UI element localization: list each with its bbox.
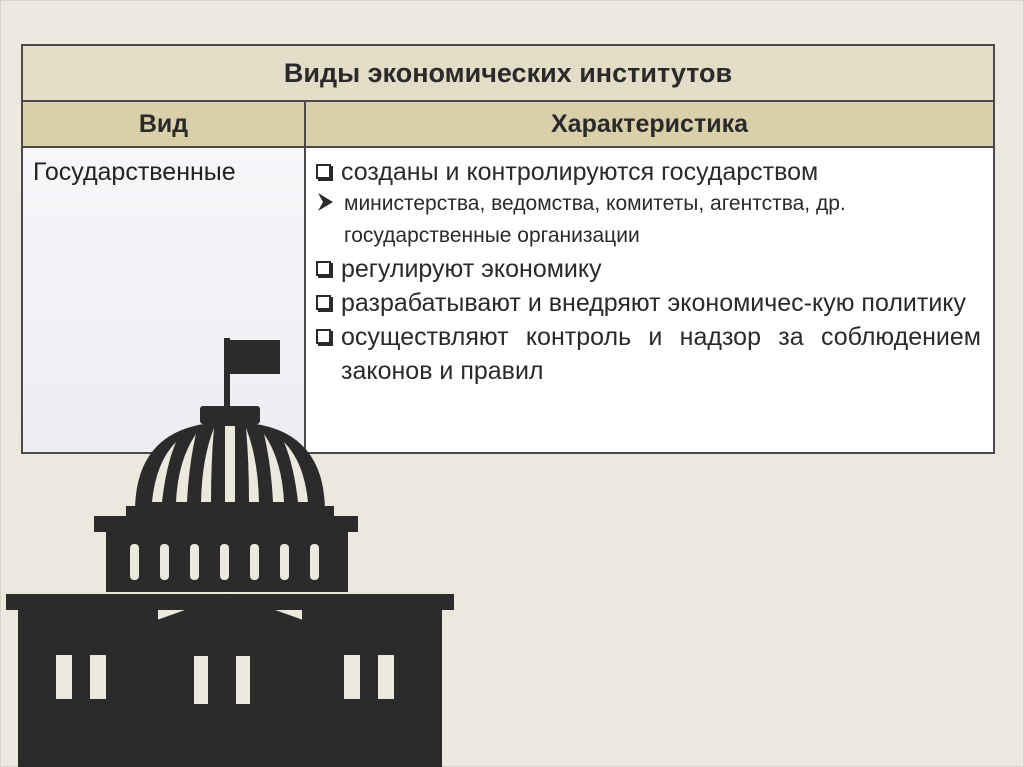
list-item <box>316 252 981 286</box>
list-item <box>316 155 981 189</box>
header-type: Вид <box>138 109 189 138</box>
list-item-text: регулируют экономику <box>341 255 602 283</box>
arrow-bullet-icon <box>316 190 336 214</box>
table-title: Виды экономических институтов <box>23 46 993 102</box>
list-item <box>316 286 981 320</box>
checkbox-bullet-icon <box>316 261 331 276</box>
list-item-text: созданы и контролируются государством <box>341 158 819 186</box>
table-header-row <box>23 102 993 148</box>
checkbox-bullet-icon <box>316 295 331 310</box>
checkbox-bullet-icon <box>316 164 331 179</box>
list-item-text: разрабатывают и внедряют экономичес-кую политику <box>341 289 966 317</box>
header-characteristic: Характеристика <box>551 109 748 138</box>
list-item-text: осуществляют контроль и надзор за соблюдением законов и правил <box>341 323 981 385</box>
type-name: Государственные <box>33 158 236 186</box>
list-item-text: министерства, ведомства, комитеты, агентства, др. государственные организации <box>344 192 846 247</box>
list-item <box>316 188 981 252</box>
government-building-icon <box>0 330 460 767</box>
